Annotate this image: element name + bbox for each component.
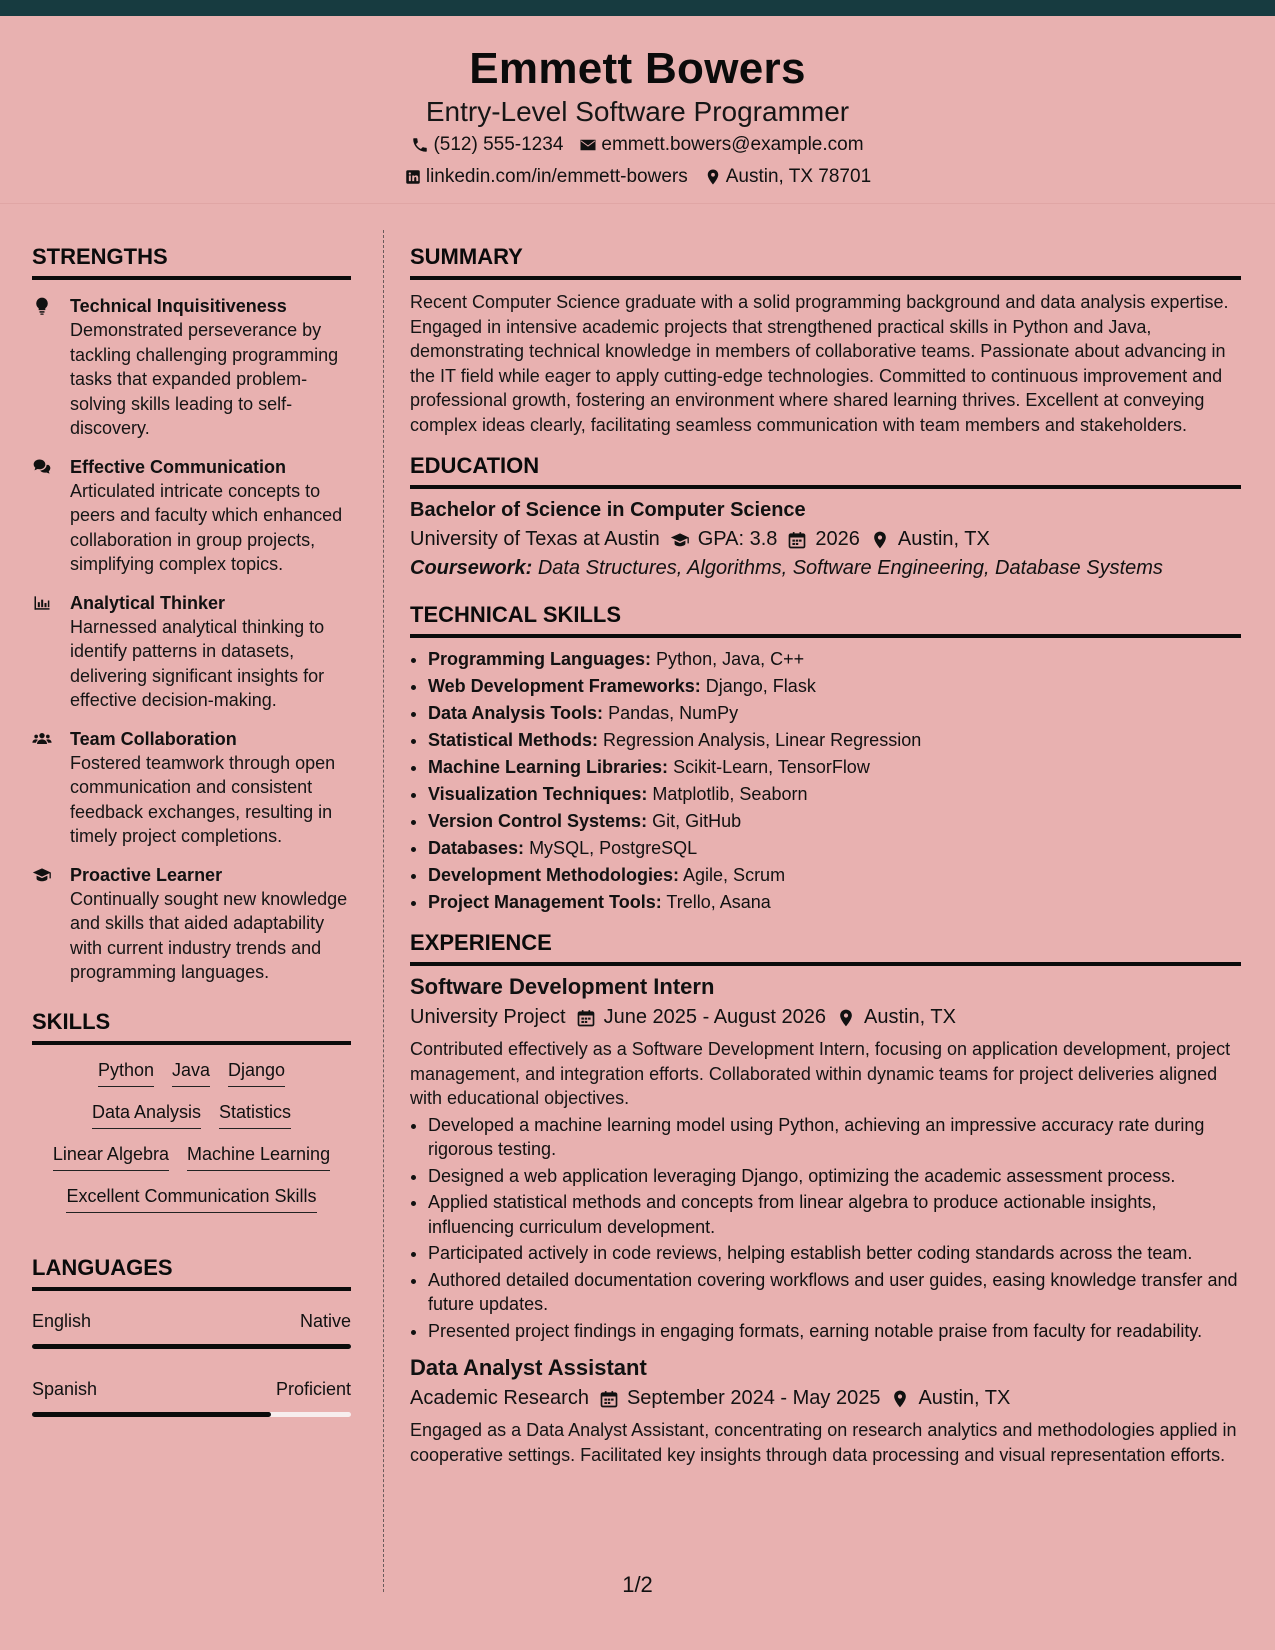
language-item — [32, 1379, 351, 1417]
email-text: emmett.bowers@example.com — [601, 134, 864, 155]
phone-text: (512) 555-1234 — [433, 134, 564, 155]
list-item: • Web Development Frameworks: Django, Flask — [428, 673, 1241, 700]
job-meta — [410, 1387, 1241, 1410]
technical-skills-heading: TECHNICAL SKILLS — [410, 602, 1241, 638]
column-divider — [383, 230, 384, 1592]
degree-title: Bachelor of Science in Computer Science — [410, 499, 806, 521]
skill-tag: Django — [228, 1058, 285, 1087]
job-dates: June 2025 - August 2026 — [603, 1006, 827, 1028]
strength-description: Continually sought new knowledge and skills that aided adaptability with current industry trends and programming languages. — [70, 888, 348, 982]
graduation-cap-icon — [670, 530, 690, 550]
language-level: Proficient — [275, 1378, 351, 1399]
skill-tags — [32, 1058, 351, 1213]
skill-tag: Linear Algebra — [53, 1142, 169, 1171]
job-meta — [410, 1006, 1241, 1029]
email-contact[interactable] — [579, 134, 863, 156]
list-item: • Designed a web application leveraging Django, optimizing the academic assessment process. — [428, 1164, 1241, 1189]
map-marker-icon — [870, 530, 890, 550]
strength-description: Fostered teamwork through open communication and consistent feedback exchanges, resulting in timely project completions. — [70, 752, 336, 846]
contact-row-1 — [0, 134, 1275, 156]
list-item: • Programming Languages: Python, Java, C++ — [428, 646, 1241, 673]
resume-header — [0, 16, 1275, 204]
strength-description: Harnessed analytical thinking to identify patterns in datasets, delivering significant insights for effective decision-making. — [70, 616, 325, 710]
school-name: University of Texas at Austin — [410, 528, 660, 550]
right-column — [410, 244, 1241, 1467]
list-item: • Data Analysis Tools: Pandas, NumPy — [428, 700, 1241, 727]
location-text: Austin, TX 78701 — [725, 166, 872, 187]
job-location: Austin, TX — [864, 1006, 956, 1028]
job-description: Engaged as a Data Analyst Assistant, concentrating on research analytics and methodologies applied in cooperative settings. Facilitated key insights through data processing and visual representation efforts. — [410, 1420, 1237, 1465]
language-item — [32, 1311, 351, 1349]
linkedin-text: linkedin.com/in/emmett-bowers — [425, 166, 688, 187]
list-item: • Machine Learning Libraries: Scikit-Learn, TensorFlow — [428, 754, 1241, 781]
strength-item — [32, 863, 351, 985]
map-marker-icon — [890, 1389, 910, 1409]
list-item: • Visualization Techniques: Matplotlib, Seaborn — [428, 781, 1241, 808]
strength-title: Effective Communication — [70, 456, 287, 477]
lightbulb-icon — [32, 296, 52, 316]
chart-icon — [32, 593, 52, 613]
language-proficiency-bar — [32, 1344, 351, 1349]
linkedin-contact[interactable] — [404, 166, 688, 188]
graduation-year: 2026 — [815, 528, 860, 550]
strength-item — [32, 294, 351, 441]
job-location: Austin, TX — [918, 1387, 1011, 1409]
job-description: Contributed effectively as a Software Development Intern, focusing on application development, project management, and integration efforts. Collaborated within dynamic teams for project deliveries aligned with educational objectives. — [410, 1039, 1231, 1108]
language-proficiency-bar — [32, 1412, 351, 1417]
language-proficiency-fill — [32, 1344, 351, 1349]
linkedin-icon — [404, 168, 422, 186]
contact-row-2 — [0, 166, 1275, 188]
phone-icon — [411, 136, 429, 154]
coursework — [410, 557, 1241, 580]
education-location: Austin, TX — [897, 528, 990, 550]
strength-item — [32, 591, 351, 713]
education-meta — [410, 528, 1241, 551]
job-title: Software Development Intern — [410, 974, 715, 999]
technical-skills-list — [410, 646, 1241, 916]
top-accent-bar — [0, 0, 1275, 16]
language-level: Native — [299, 1310, 351, 1331]
phone-contact[interactable] — [411, 134, 563, 156]
map-marker-icon — [704, 168, 722, 186]
page-number: 1/2 — [622, 1572, 653, 1597]
job-bullets — [410, 1113, 1241, 1344]
strength-title: Team Collaboration — [70, 728, 237, 749]
skill-tag: Statistics — [219, 1100, 291, 1129]
strength-title: Proactive Learner — [70, 864, 223, 885]
list-item: • Version Control Systems: Git, GitHub — [428, 808, 1241, 835]
candidate-role: Entry-Level Software Programmer — [425, 96, 850, 127]
calendar-icon — [787, 530, 807, 550]
list-item: • Project Management Tools: Trello, Asana — [428, 889, 1241, 916]
left-column — [32, 244, 351, 1417]
strength-description: Articulated intricate concepts to peers and faculty which enhanced collaboration in group projects, simplifying complex topics. — [70, 480, 343, 574]
summary-heading: SUMMARY — [410, 244, 1241, 280]
gpa: GPA: 3.8 — [697, 528, 778, 550]
envelope-icon — [579, 136, 597, 154]
strength-description: Demonstrated perseverance by tackling challenging programming tasks that expanded problem-solving skills leading to self-discovery. — [70, 320, 339, 438]
list-item: • Authored detailed documentation covering workflows and user guides, easing knowledge transfer and future updates. — [428, 1268, 1241, 1317]
skill-tag: Data Analysis — [92, 1100, 201, 1129]
list-item: • Databases: MySQL, PostgreSQL — [428, 835, 1241, 862]
skill-tag: Java — [172, 1058, 210, 1087]
skills-heading: SKILLS — [32, 1009, 351, 1045]
job-org: University Project — [410, 1006, 566, 1028]
list-item: • Development Methodologies: Agile, Scrum — [428, 862, 1241, 889]
experience-heading: EXPERIENCE — [410, 930, 1241, 966]
list-item: • Developed a machine learning model using Python, achieving an impressive accuracy rate during rigorous testing. — [428, 1113, 1241, 1162]
skill-tag: Excellent Communication Skills — [66, 1184, 316, 1213]
skill-tag: Python — [98, 1058, 154, 1087]
coursework-label: Coursework: — [410, 557, 533, 579]
calendar-icon — [576, 1008, 596, 1028]
strength-item — [32, 727, 351, 849]
strength-title: Technical Inquisitiveness — [70, 296, 287, 316]
language-name: Spanish — [32, 1378, 98, 1399]
list-item: • Participated actively in code reviews, helping establish better coding standards across the team. — [428, 1241, 1241, 1266]
calendar-icon — [599, 1389, 619, 1409]
job-title: Data Analyst Assistant — [410, 1355, 647, 1380]
strength-title: Analytical Thinker — [70, 592, 226, 613]
skill-tag: Machine Learning — [187, 1142, 330, 1171]
job-dates: September 2024 - May 2025 — [626, 1387, 881, 1409]
list-item: • Statistical Methods: Regression Analysis, Linear Regression — [428, 727, 1241, 754]
summary-text: Recent Computer Science graduate with a solid programming background and data analysis expertise. Engaged in intensive academic projects that strengthened practical skills in Python and Java, demonstrating technical knowledge in members of collaborative teams. Passionate about advancing in the IT field while eager to apply cutting-edge technologies. Committed to continuous improvement and professional growth, fostering an environment where shared learning thrives. Excellent at conveying complex ideas clearly, facilitating seamless communication with team members and stakeholders. — [410, 292, 1229, 435]
languages-heading: LANGUAGES — [32, 1255, 351, 1291]
candidate-name: Emmett Bowers — [469, 44, 806, 93]
language-proficiency-fill — [32, 1412, 271, 1417]
comments-icon — [32, 457, 52, 477]
graduation-cap-icon — [32, 865, 52, 885]
list-item: • Applied statistical methods and concepts from linear algebra to produce actionable insights, influencing curriculum development. — [428, 1190, 1241, 1239]
language-name: English — [32, 1310, 92, 1331]
coursework-list: Data Structures, Algorithms, Software Engineering, Database Systems — [537, 557, 1163, 579]
header-separator — [0, 203, 1275, 204]
job-org: Academic Research — [410, 1387, 589, 1409]
education-heading: EDUCATION — [410, 453, 1241, 489]
location-contact — [704, 166, 871, 188]
map-marker-icon — [836, 1008, 856, 1028]
strengths-heading: STRENGTHS — [32, 244, 351, 280]
users-icon — [32, 729, 52, 749]
strength-item — [32, 455, 351, 577]
list-item: • Presented project findings in engaging formats, earning notable praise from faculty for readability. — [428, 1319, 1241, 1344]
